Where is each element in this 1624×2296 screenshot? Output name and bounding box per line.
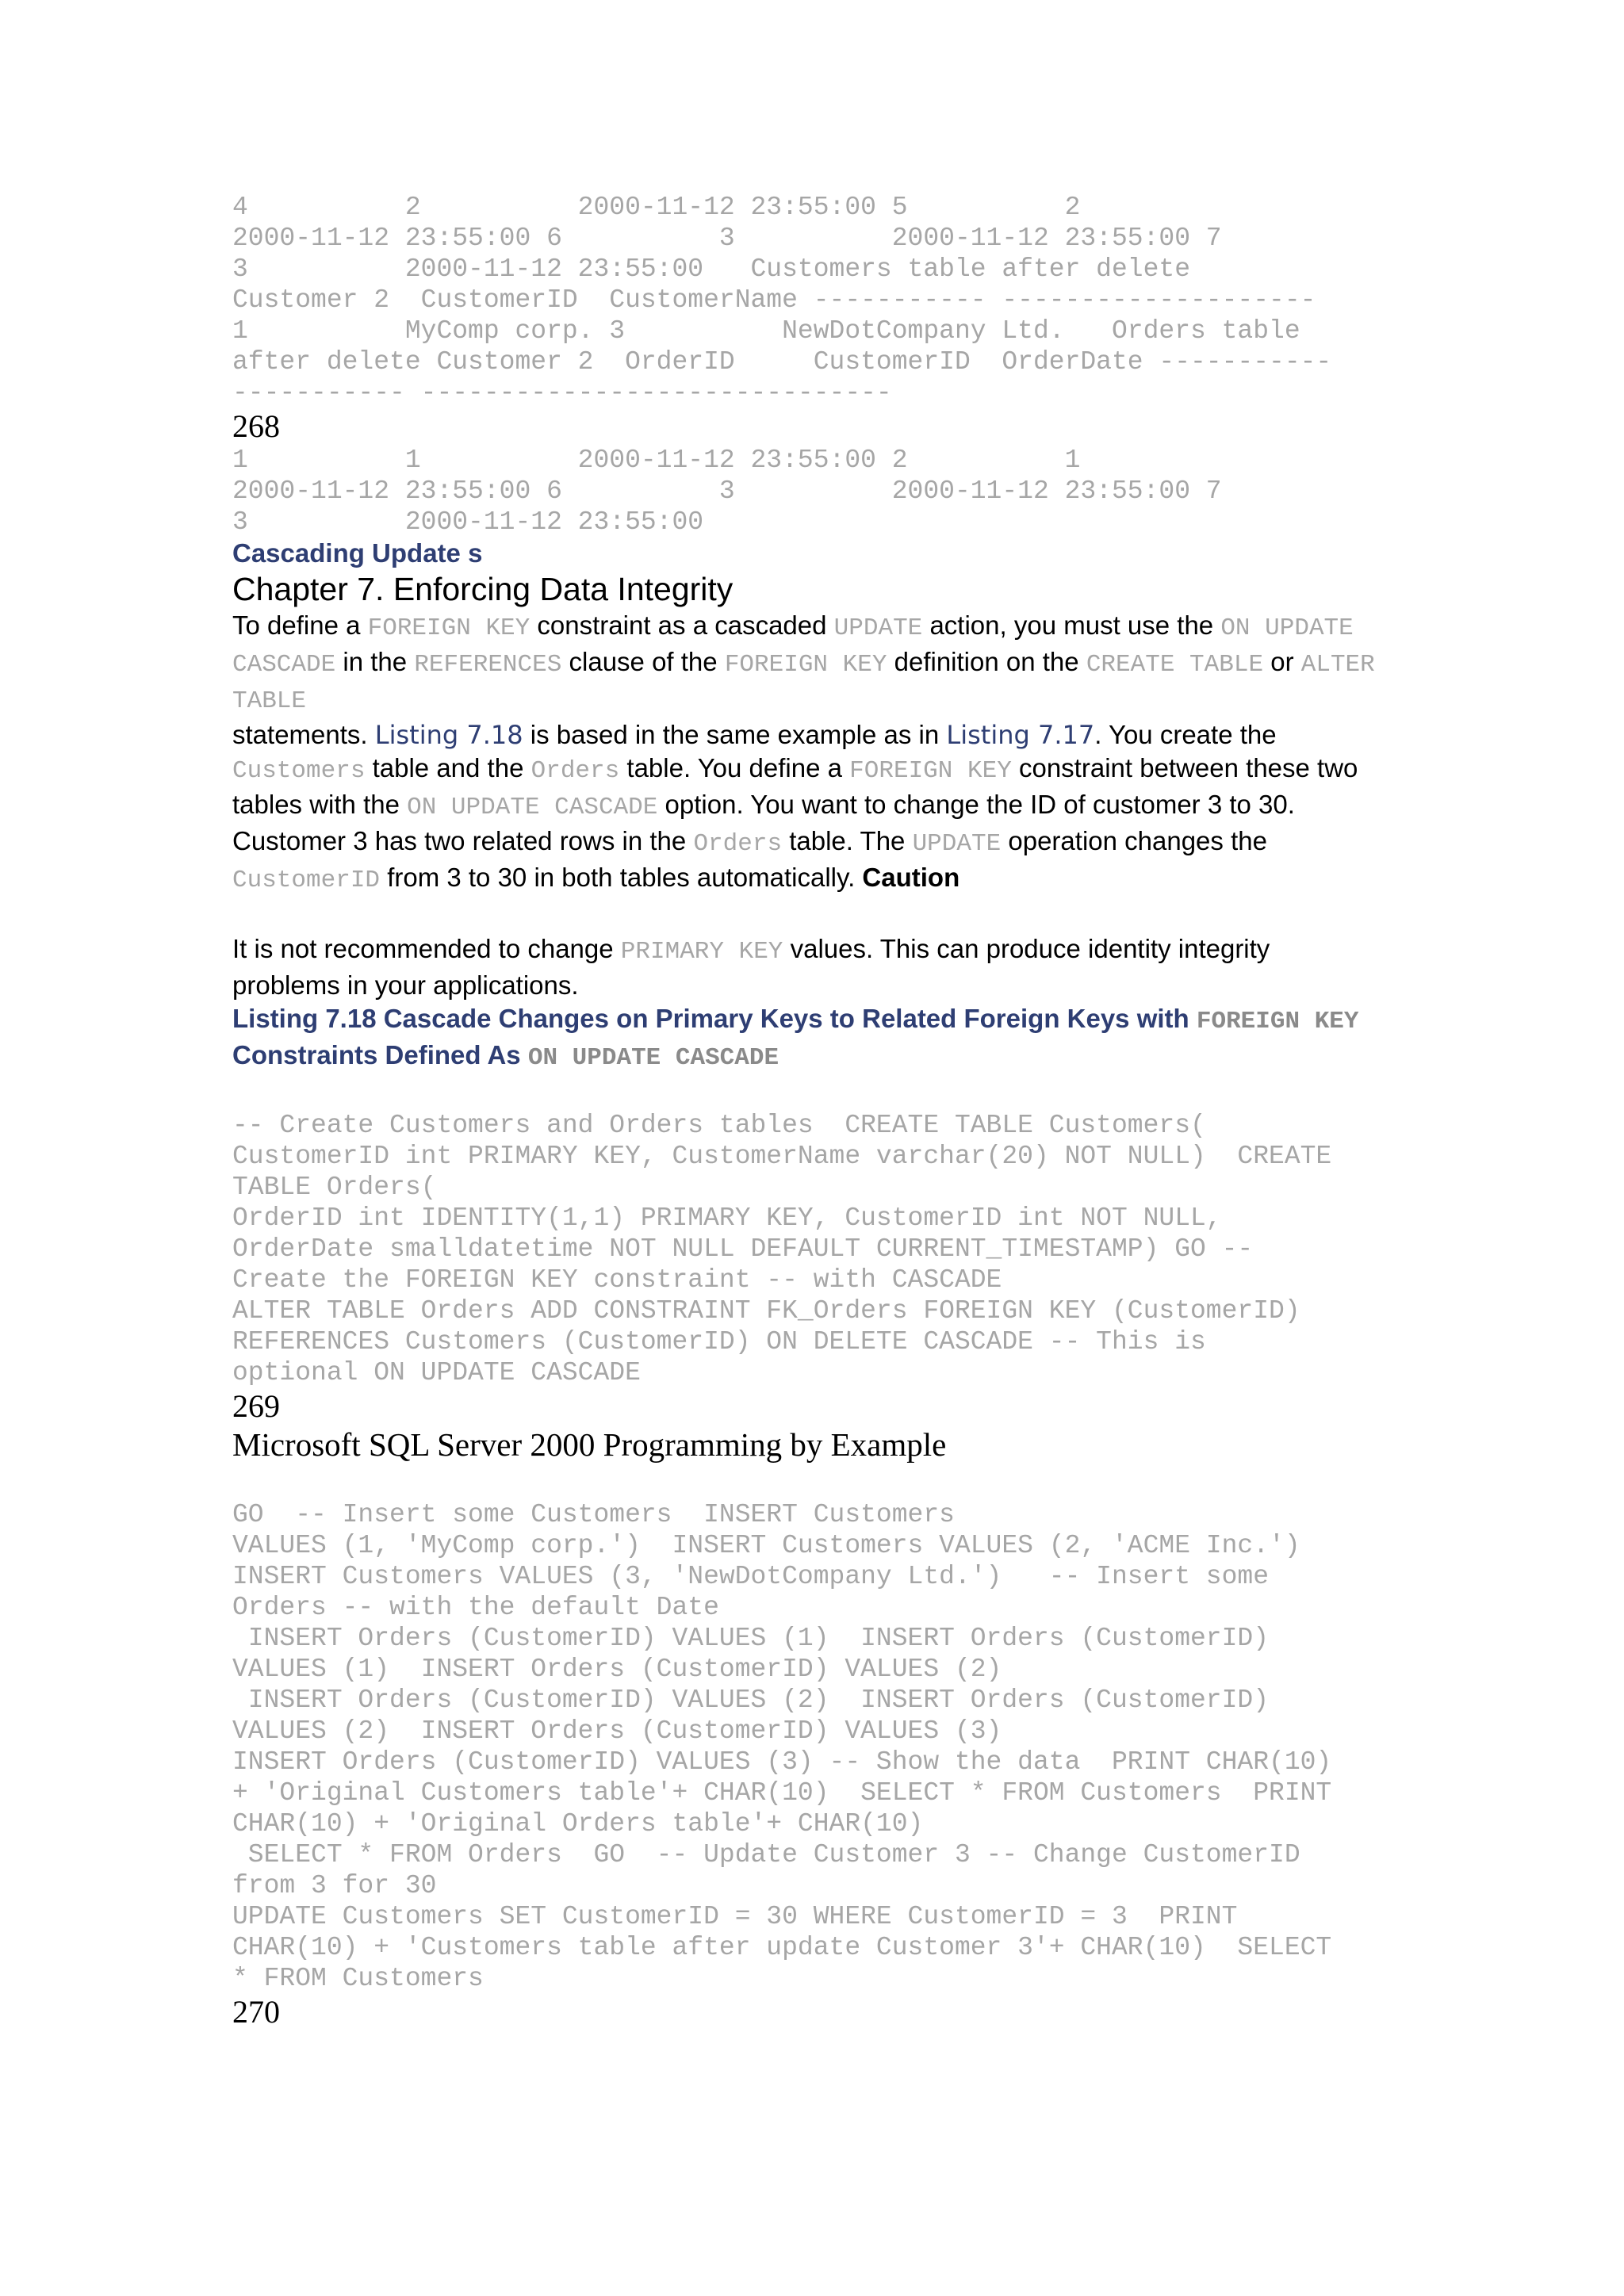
text: option. You want to change the ID of customer 3 to 30. Customer 3 has two related rows in the bbox=[232, 790, 1295, 855]
paragraph-define-cascade bbox=[232, 609, 1382, 718]
text: constraint between these two tables with the bbox=[232, 753, 1358, 819]
chapter-header: Chapter 7. Enforcing Data Integrity bbox=[232, 571, 733, 607]
inline-code: Orders bbox=[530, 757, 620, 785]
text: . You create the bbox=[1094, 720, 1277, 749]
paragraph-caution bbox=[232, 932, 1382, 1002]
inline-code: ALTER TABLE bbox=[232, 651, 1375, 715]
text: clause of the bbox=[561, 647, 725, 676]
inline-code: Customers bbox=[232, 757, 366, 785]
text: It is not recommended to change bbox=[232, 934, 621, 963]
inline-code: FOREIGN KEY bbox=[724, 651, 887, 679]
text: table and the bbox=[365, 753, 531, 783]
inline-code: UPDATE bbox=[912, 830, 1002, 858]
section-subheading: Cascading Update s bbox=[232, 538, 483, 568]
book-title-header: Microsoft SQL Server 2000 Programming by Example bbox=[232, 1426, 947, 1463]
text: table. The bbox=[782, 826, 913, 855]
page-content bbox=[232, 192, 1382, 2030]
code-listing-insert-update: GO -- Insert some Customers INSERT Customers VALUES (1, 'MyComp corp.') INSERT Customers VALUES (2, 'ACME Inc.') INSERT Customers VALUES (3, 'NewDotCompany Ltd.') -- Insert some Orders -- with the default Date INSERT Orders (CustomerID) VALUES (1) INSERT Orders (CustomerID) VALUES (1) INSERT Orders (CustomerID) VALUES (2) INSERT Orders (CustomerID) VALUES (2) INSERT Orders (CustomerID) VALUES (2) INSERT Orders (CustomerID) VALUES (3) INSERT Orders (CustomerID) VALUES (3) -- Show the data PRINT CHAR(10) + 'Original Customers table'+ CHAR(10) SELECT * FROM Customers PRINT CHAR(10) + 'Original Orders table'+ CHAR(10) SELECT * FROM Orders GO -- Update Customer 3 -- Change CustomerID from 3 for 30 UPDATE Customers SET CustomerID = 30 WHERE CustomerID = 3 PRINT CHAR(10) + 'Customers table after update Customer 3'+ CHAR(10) SELECT * FROM Customers bbox=[232, 1500, 1332, 1993]
text: or bbox=[1263, 647, 1301, 676]
paragraph-listing-description bbox=[232, 718, 1382, 897]
text: values. This can produce identity integrity problems in your applications. bbox=[232, 934, 1270, 1000]
page-number-269: 269 bbox=[232, 1388, 280, 1424]
text: in the bbox=[335, 647, 415, 676]
text: from 3 to 30 in both tables automatically. bbox=[380, 863, 863, 892]
listing-heading-text: Listing 7.18 Cascade Changes on Primary Keys to Related Foreign Keys with bbox=[232, 1004, 1197, 1033]
text: action, you must use the bbox=[922, 610, 1221, 640]
listing-heading bbox=[232, 1002, 1382, 1075]
page-number-268: 268 bbox=[232, 408, 280, 444]
inline-code: FOREIGN KEY bbox=[849, 757, 1012, 785]
code-block-output-continued: 1 1 2000-11-12 23:55:00 2 1 2000-11-12 23:55:00 6 3 2000-11-12 23:55:00 7 3 2000-11-12 23:55:00 bbox=[232, 446, 1222, 537]
inline-code: PRIMARY KEY bbox=[620, 938, 783, 966]
text: operation changes the bbox=[1001, 826, 1267, 855]
inline-code: ON UPDATE CASCADE bbox=[232, 614, 1354, 679]
page-number-270: 270 bbox=[232, 1994, 280, 2030]
listing-link-7-18[interactable]: Listing 7.18 bbox=[374, 720, 523, 750]
inline-code: Orders bbox=[693, 830, 783, 858]
listing-link-7-17[interactable]: Listing 7.17 bbox=[946, 720, 1095, 750]
inline-code: FOREIGN KEY bbox=[367, 614, 530, 642]
listing-heading-text: Constraints Defined As bbox=[232, 1040, 528, 1070]
inline-code: UPDATE bbox=[833, 614, 923, 642]
inline-code: CustomerID bbox=[232, 867, 381, 894]
listing-heading-code: FOREIGN KEY bbox=[1196, 1008, 1359, 1035]
code-listing-create-tables: -- Create Customers and Orders tables CREATE TABLE Customers( CustomerID int PRIMARY KEY, CustomerName varchar(20) NOT NULL) CREATE TABLE Orders( OrderID int IDENTITY(1,1) PRIMARY KEY, CustomerID int NOT NULL, OrderDate smalldatetime NOT NULL DEFAULT CURRENT_TIMESTAMP) GO -- Create the FOREIGN KEY constraint -- with CASCADE ALTER TABLE Orders ADD CONSTRAINT FK_Orders FOREIGN KEY (CustomerID) REFERENCES Customers (CustomerID) ON DELETE CASCADE -- This is optional ON UPDATE CASCADE bbox=[232, 1111, 1332, 1387]
inline-code: ON UPDATE CASCADE bbox=[407, 794, 658, 821]
caution-label: Caution bbox=[862, 863, 960, 892]
inline-code: REFERENCES bbox=[414, 651, 562, 679]
text: table. You define a bbox=[619, 753, 850, 783]
code-block-output-top: 4 2 2000-11-12 23:55:00 5 2 2000-11-12 23:55:00 6 3 2000-11-12 23:55:00 7 3 2000-11-12 23:55:00 Customers table after delete Customer 2 CustomerID CustomerName ----------- -------------------- 1 MyComp corp. 3 NewDotCompany Ltd. Orders table after delete Customer 2 OrderID CustomerID OrderDate ----------- ----------- ------------------------------ bbox=[232, 193, 1332, 408]
text: is based in the same example as in bbox=[523, 720, 947, 749]
inline-code: CREATE TABLE bbox=[1086, 651, 1264, 679]
listing-heading-code: ON UPDATE CASCADE bbox=[527, 1044, 779, 1072]
text: To define a bbox=[232, 610, 368, 640]
text: definition on the bbox=[887, 647, 1086, 676]
text: constraint as a cascaded bbox=[530, 610, 834, 640]
text: statements. bbox=[232, 720, 375, 749]
